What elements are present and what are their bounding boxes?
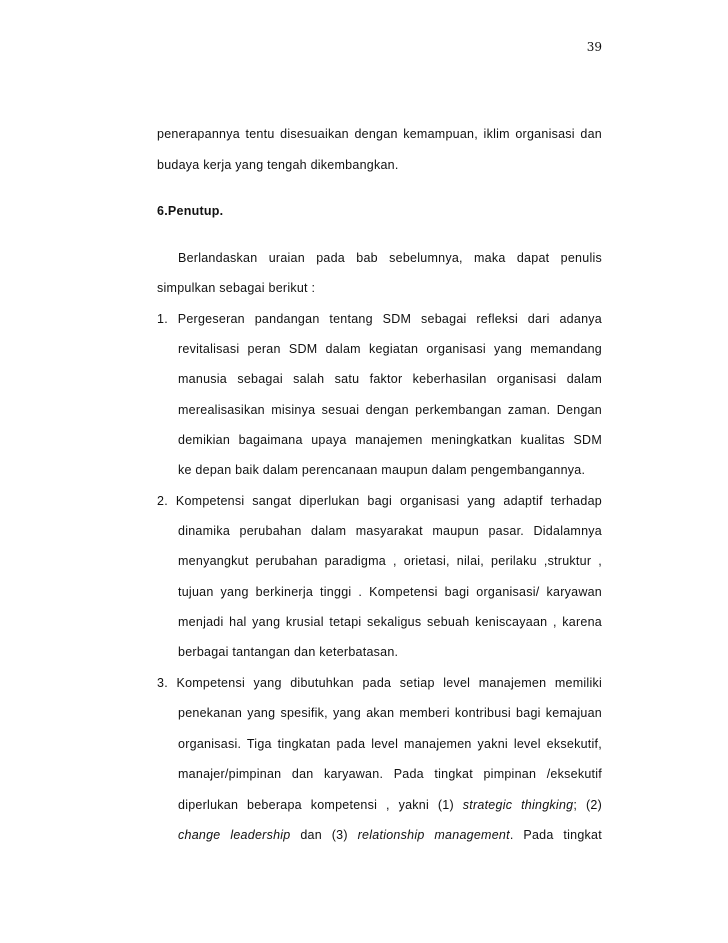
list-item-line: dinamika perubahan dalam masyarakat maupun pasar. Didalamnya [178, 524, 602, 538]
list-item-line: 3. Kompetensi yang dibutuhkan pada setiap level manajemen memiliki [157, 676, 602, 690]
list-item-line: berbagai tantangan dan keterbatasan. [178, 645, 399, 659]
list-item-line: manajer/pimpinan dan karyawan. Pada tingkat pimpinan /eksekutif [178, 767, 602, 781]
paragraph-line: simpulkan sebagai berikut : [157, 281, 316, 295]
list-item-line: manusia sebagai salah satu faktor keberhasilan organisasi dalam [178, 372, 602, 386]
italic-term: strategic thingking [462, 798, 574, 812]
list-item-line: ke depan baik dalam perencanaan maupun dalam pengembangannya. [178, 463, 586, 477]
paragraph-line: budaya kerja yang tengah dikembangkan. [157, 158, 399, 172]
list-item-line [178, 827, 602, 843]
text-segment: diperlukan beberapa kompetensi , yakni (1) [178, 798, 463, 812]
list-item-line: 1. Pergeseran pandangan tentang SDM sebagai refleksi dari adanya [157, 312, 602, 326]
list-item-line: demikian bagaimana upaya manajemen meningkatkan kualitas SDM [178, 433, 602, 447]
paragraph-line: Berlandaskan uraian pada bab sebelumnya, maka dapat penulis [178, 251, 602, 265]
list-item-line: penekanan yang spesifik, yang akan memberi kontribusi bagi kemajuan [178, 706, 602, 720]
italic-term: change leadership [178, 828, 291, 842]
text-segment: ; (2) [573, 798, 602, 812]
italic-term: relationship management [357, 828, 510, 842]
text-segment: . Pada tingkat [509, 828, 602, 842]
list-item-line: merealisasikan misinya sesuai dengan perkembangan zaman. Dengan [178, 403, 602, 417]
list-item-line: revitalisasi peran SDM dalam kegiatan organisasi yang memandang [178, 342, 602, 356]
list-item-line: tujuan yang berkinerja tinggi . Kompetensi bagi organisasi/ karyawan [178, 585, 602, 599]
list-item-line [178, 797, 602, 813]
list-item-line: menjadi hal yang krusial tetapi sekaligus sebuah keniscayaan , karena [178, 615, 602, 629]
list-item-line: 2. Kompetensi sangat diperlukan bagi organisasi yang adaptif terhadap [157, 494, 602, 508]
list-item-line: menyangkut perubahan paradigma , orietasi, nilai, perilaku ,struktur , [178, 554, 602, 568]
section-heading: 6.Penutup. [157, 204, 224, 218]
paragraph-line: penerapannya tentu disesuaikan dengan kemampuan, iklim organisasi dan [157, 127, 602, 141]
list-item-line: organisasi. Tiga tingkatan pada level manajemen yakni level eksekutif, [178, 737, 602, 751]
text-segment: dan (3) [290, 828, 358, 842]
page-number: 39 [586, 40, 602, 54]
